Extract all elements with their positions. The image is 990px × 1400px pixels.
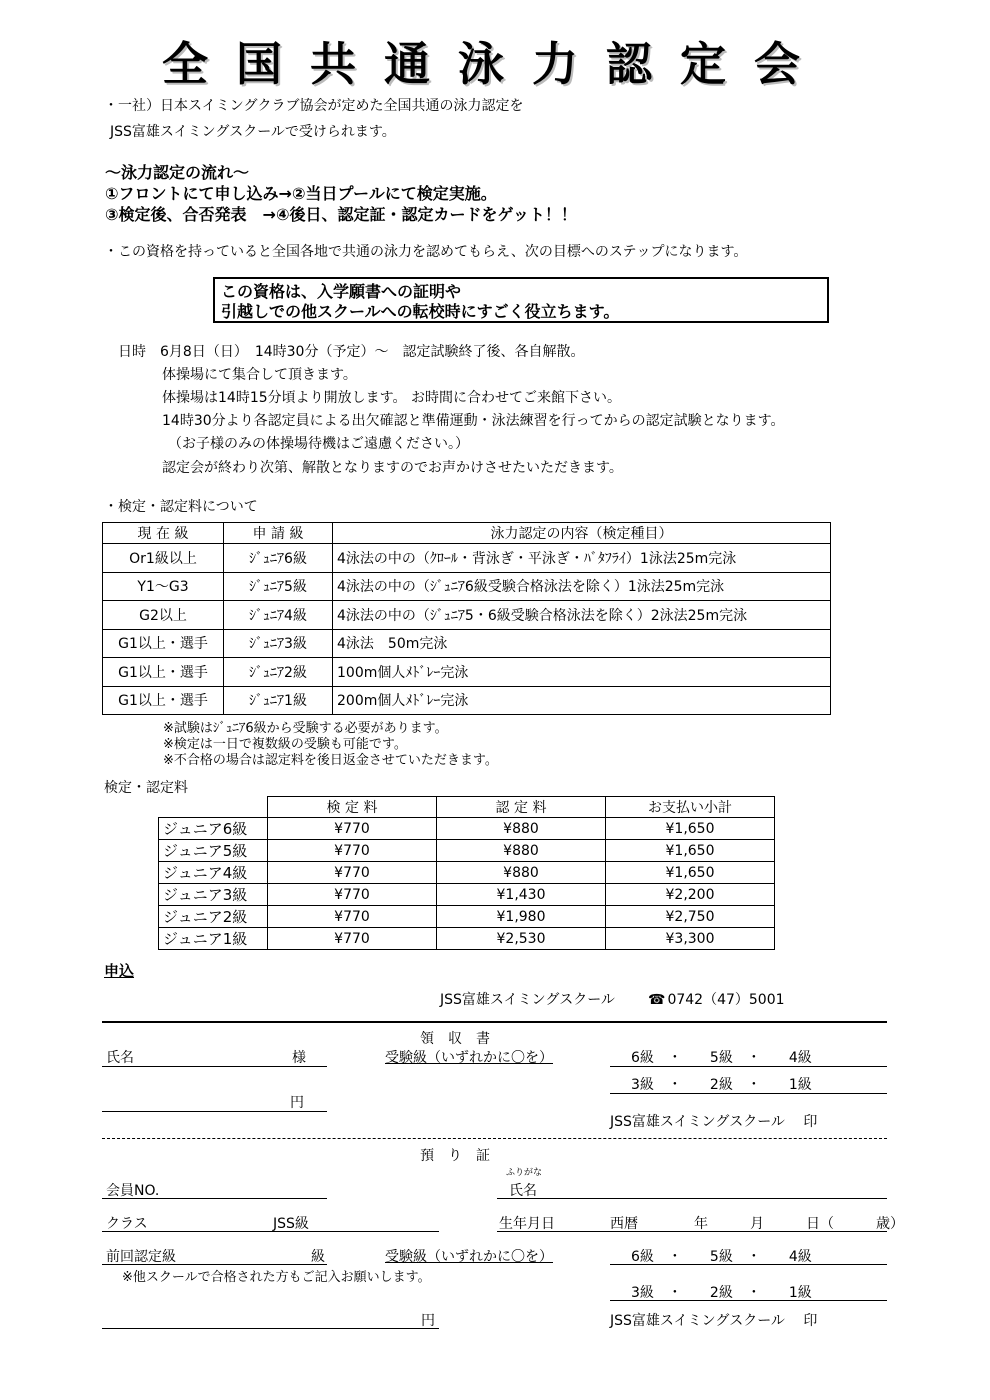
deposit-stamp: JSS富雄スイミングスクール 印: [610, 1313, 818, 1329]
table-row: [103, 629, 831, 658]
fee-cell: ¥770: [268, 906, 437, 928]
schedule-line-5: （お子様のみの体操場待機はご遠慮ください。）: [168, 436, 469, 452]
page-title: 全国共通泳力認定会: [162, 37, 828, 91]
receipt-grades-line-2: [610, 1093, 887, 1094]
highlight-line-2: 引越しでの他スクールへの転校時にすごく役立ちます。: [221, 302, 620, 321]
highlight-line-1: この資格は、入学願書への証明や: [221, 282, 462, 301]
fee-header-exam: 検 定 料: [268, 797, 437, 818]
deposit-member-label: 会員NO.: [106, 1183, 160, 1199]
apply-phone-block: [648, 989, 785, 1009]
grade-cell: G2以上: [103, 601, 224, 630]
fee-cell: ¥1,650: [606, 818, 775, 840]
fee-header-blank: [159, 797, 268, 818]
table-row: [159, 818, 775, 840]
fee-cell: ¥880: [437, 862, 606, 884]
grade-cell: Y1～G3: [103, 572, 224, 601]
table-row: [103, 658, 831, 687]
fee-cell: ¥770: [268, 840, 437, 862]
grade-cell: ｼﾞｭﾆｱ6級: [224, 544, 333, 573]
fee-header-total: お支払い小計: [606, 797, 775, 818]
deposit-class-line: [102, 1231, 439, 1232]
deposit-name-line: [497, 1198, 887, 1199]
table-row: [103, 601, 831, 630]
note-2: ※検定は一日で複数級の受験も可能です。: [163, 737, 407, 752]
fee-cell: ¥1,650: [606, 862, 775, 884]
table-row: [103, 572, 831, 601]
deposit-grades-row-1[interactable]: 6級 ・ 5級 ・ 4級: [631, 1249, 812, 1265]
receipt-yen: 円: [290, 1095, 304, 1111]
fee-table: [158, 796, 775, 950]
receipt-grades-line-1: [610, 1066, 887, 1067]
schedule-line-3: 体操場は14時15分頃より開放します。 お時間に合わせてご来館下さい。: [162, 390, 621, 406]
grade-table: [102, 522, 831, 715]
fee-header-cert: 認 定 料: [437, 797, 606, 818]
deposit-grades-line-2: [610, 1300, 887, 1301]
receipt-name-line: [102, 1066, 327, 1067]
table-row: [103, 544, 831, 573]
deposit-grades-line-1: [610, 1264, 887, 1265]
deposit-birth-format: 西暦 年 月 日（ 歳）: [610, 1216, 904, 1232]
deposit-yen: 円: [421, 1313, 435, 1329]
grade-cell: ｼﾞｭﾆｱ4級: [224, 601, 333, 630]
grade-section-label: ・検定・認定料について: [104, 499, 258, 515]
telephone-icon: ☎: [648, 992, 666, 1008]
fee-cell: ¥2,530: [437, 928, 606, 950]
grade-cell: 200m個人ﾒﾄﾞﾚｰ完泳: [333, 686, 831, 715]
deposit-prev-suffix: 級: [311, 1249, 325, 1265]
deposit-other-note: ※他スクールで合格された方もご記入お願いします。: [122, 1270, 431, 1285]
deposit-furigana: ふりがな: [506, 1168, 543, 1178]
deposit-class-label: クラス: [106, 1216, 148, 1232]
apply-school: JSS富雄スイミングスクール: [440, 992, 615, 1008]
fee-cell: ¥2,200: [606, 884, 775, 906]
fee-cell: ジュニア2級: [159, 906, 268, 928]
grade-cell: 4泳法 50m完泳: [333, 629, 831, 658]
fee-cell: ジュニア3級: [159, 884, 268, 906]
deposit-exam-label: 受験級（いずれかに〇を）: [385, 1249, 553, 1265]
fee-cell: ¥880: [437, 840, 606, 862]
apply-phone: 0742（47）5001: [667, 992, 785, 1008]
grade-cell: 4泳法の中の（ｸﾛｰﾙ・背泳ぎ・平泳ぎ・ﾊﾞﾀﾌﾗｲ）1泳法25m完泳: [333, 544, 831, 573]
schedule-line-1: 日時 6月8日（日） 14時30分（予定）～ 認定試験終了後、各自解散。: [118, 344, 585, 360]
grade-cell: G1以上・選手: [103, 629, 224, 658]
grade-cell: G1以上・選手: [103, 686, 224, 715]
schedule-line-6: 認定会が終わり次第、解散となりますのでお声かけさせたいただきます。: [162, 460, 623, 476]
grade-header-content: 泳力認定の内容（検定種目）: [333, 523, 831, 544]
deposit-member-line: [102, 1198, 327, 1199]
table-row: [159, 862, 775, 884]
receipt-stamp: JSS富雄スイミングスクール 印: [610, 1114, 818, 1130]
deposit-name-label: 氏名: [509, 1183, 537, 1199]
receipt-grades-row-1[interactable]: 6級 ・ 5級 ・ 4級: [631, 1050, 812, 1066]
fee-label: 検定・認定料: [104, 780, 188, 796]
grade-header-apply: 申 請 級: [224, 523, 333, 544]
note-1: ※試験はｼﾞｭﾆｱ6級から受験する必要があります。: [163, 721, 448, 736]
table-row: [159, 884, 775, 906]
table-row: [159, 840, 775, 862]
grade-cell: 4泳法の中の（ｼﾞｭﾆｱ5・6級受験合格泳法を除く）2泳法25m完泳: [333, 601, 831, 630]
deposit-birth-label: 生年月日: [499, 1216, 555, 1232]
grade-cell: ｼﾞｭﾆｱ1級: [224, 686, 333, 715]
deposit-prev-line: [102, 1264, 327, 1265]
fee-cell: ¥770: [268, 862, 437, 884]
deposit-grades-row-2[interactable]: 3級 ・ 2級 ・ 1級: [631, 1285, 812, 1301]
deposit-class-value: JSS級: [273, 1216, 309, 1232]
flow-step-1: ①フロントにて申し込み→②当日プールにて検定実施。: [105, 184, 497, 203]
fee-cell: ジュニア6級: [159, 818, 268, 840]
apply-label: 申込: [104, 962, 135, 980]
flow-heading: ～泳力認定の流れ～: [105, 163, 250, 182]
grade-table-header: [103, 523, 831, 544]
fee-cell: ¥1,650: [606, 840, 775, 862]
deposit-amount-line: [102, 1328, 439, 1329]
table-row: [159, 928, 775, 950]
grade-cell: ｼﾞｭﾆｱ2級: [224, 658, 333, 687]
receipt-exam-label: 受験級（いずれかに〇を）: [385, 1050, 553, 1066]
deposit-prev-label: 前回認定級: [106, 1249, 176, 1265]
fee-cell: ¥1,430: [437, 884, 606, 906]
receipt-sama: 様: [292, 1050, 306, 1066]
fee-cell: ¥770: [268, 884, 437, 906]
fee-cell: ¥770: [268, 818, 437, 840]
intro-line-2: JSS富雄スイミングスクールで受けられます。: [110, 124, 396, 140]
fee-table-header: [159, 797, 775, 818]
table-row: [103, 686, 831, 715]
merit-text: ・この資格を持っていると全国各地で共通の泳力を認めてもらえ、次の目標へのステップになります。: [104, 244, 748, 260]
schedule-line-4: 14時30分より各認定員による出欠確認と準備運動・泳法練習を行ってからの認定試験となります。: [162, 413, 785, 429]
highlight-box: [213, 277, 829, 323]
fee-cell: ジュニア5級: [159, 840, 268, 862]
fee-cell: ¥1,980: [437, 906, 606, 928]
grade-cell: ｼﾞｭﾆｱ5級: [224, 572, 333, 601]
schedule-line-2: 体操場にて集合して頂きます。: [162, 367, 357, 383]
cut-line: [102, 1138, 887, 1139]
deposit-title: 預 り 証: [420, 1148, 490, 1164]
fee-cell: ¥3,300: [606, 928, 775, 950]
fee-cell: ジュニア1級: [159, 928, 268, 950]
fee-cell: ¥770: [268, 928, 437, 950]
grade-cell: ｼﾞｭﾆｱ3級: [224, 629, 333, 658]
deposit-birth-line: [497, 1231, 887, 1232]
grade-header-current: 現 在 級: [103, 523, 224, 544]
note-3: ※不合格の場合は認定料を後日返金させていただきます。: [163, 753, 498, 768]
table-row: [159, 906, 775, 928]
fee-cell: ジュニア4級: [159, 862, 268, 884]
receipt-title: 領 収 書: [420, 1031, 490, 1047]
receipt-grades-row-2[interactable]: 3級 ・ 2級 ・ 1級: [631, 1077, 812, 1093]
intro-line-1: ・一社）日本スイミングクラブ協会が定めた全国共通の泳力認定を: [104, 98, 524, 114]
receipt-amount-line: [102, 1111, 327, 1112]
grade-cell: 4泳法の中の（ｼﾞｭﾆｱ6級受験合格泳法を除く）1泳法25m完泳: [333, 572, 831, 601]
grade-cell: 100m個人ﾒﾄﾞﾚｰ完泳: [333, 658, 831, 687]
fee-cell: ¥2,750: [606, 906, 775, 928]
grade-cell: Or1級以上: [103, 544, 224, 573]
grade-cell: G1以上・選手: [103, 658, 224, 687]
receipt-top-rule: [102, 1021, 887, 1023]
receipt-name-label: 氏名: [106, 1050, 134, 1066]
flow-step-2: ③検定後、合否発表 →④後日、認定証・認定カードをゲット！！: [105, 205, 577, 224]
fee-cell: ¥880: [437, 818, 606, 840]
